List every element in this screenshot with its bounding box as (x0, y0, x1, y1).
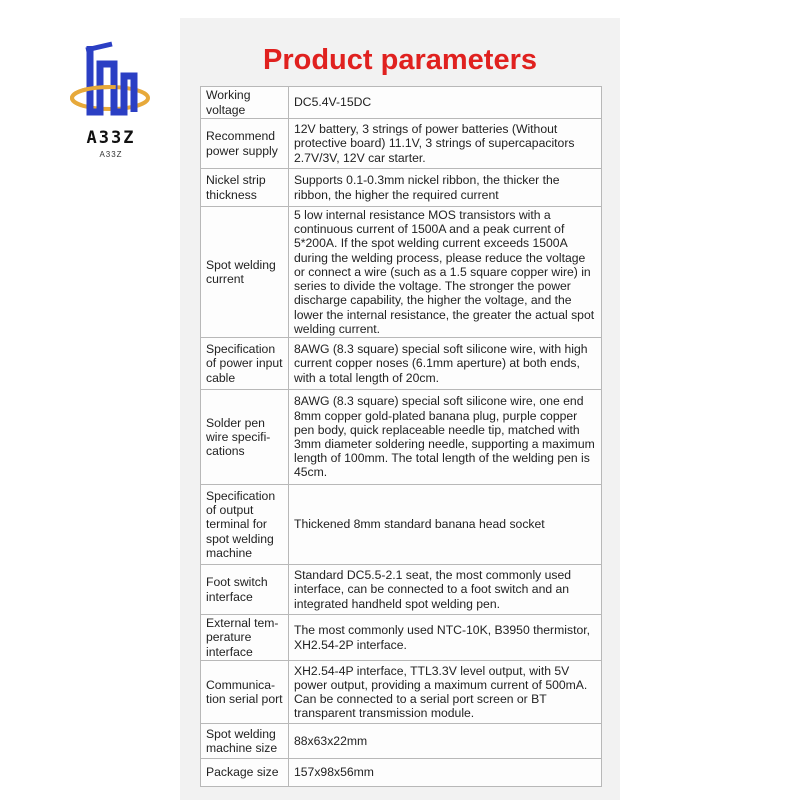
param-label: Communica-tion serial port (201, 661, 289, 724)
param-value: The most commonly used NTC-10K, B3950 thermistor, XH2.54-2P interface. (289, 615, 602, 661)
table-row (201, 724, 602, 759)
param-value: 8AWG (8.3 square) special soft silicone wire, one end 8mm copper gold-plated banana plug, purple copper pen body, quick replaceable needle tip, matched with 3mm diameter soldering needle, supporting a maximum length of 100mm. The total length of the welding pen is 45cm. (289, 390, 602, 485)
param-label: Spot welding current (201, 207, 289, 338)
table-row (201, 565, 602, 615)
param-value: 88x63x22mm (289, 724, 602, 759)
param-value: Supports 0.1-0.3mm nickel ribbon, the thicker the ribbon, the higher the required current (289, 169, 602, 207)
param-label: Solder pen wire specifi-cations (201, 390, 289, 485)
parameters-table (200, 86, 602, 787)
param-value: Thickened 8mm standard banana head socket (289, 485, 602, 565)
param-value: XH2.54-4P interface, TTL3.3V level output, with 5V power output, providing a maximum current of 500mA. Can be connected to a serial port screen or BT transparent transmission module. (289, 661, 602, 724)
brand-name: A33Z (86, 128, 136, 148)
table-row (201, 119, 602, 169)
param-value: 12V battery, 3 strings of power batteries (Without protective board) 11.1V, 3 strings of supercapacitors 2.7V/3V, 12V car starter. (289, 119, 602, 169)
param-label: Spot welding machine size (201, 724, 289, 759)
table-row (201, 759, 602, 787)
param-label: Foot switch interface (201, 565, 289, 615)
table-row (201, 661, 602, 724)
param-value: DC5.4V-15DC (289, 87, 602, 119)
brand-logo (68, 40, 154, 159)
table-row (201, 615, 602, 661)
building-logo-icon (68, 40, 154, 122)
param-value: 8AWG (8.3 square) special soft silicone wire, with high current copper noses (6.1mm aperture) at both ends, with a total length of 20cm. (289, 338, 602, 390)
table-row (201, 485, 602, 565)
param-value: 5 low internal resistance MOS transistors with a continuous current of 1500A and a peak current of 5*200A. If the spot welding current exceeds 1500A during the welding process, please reduce the voltage or connect a wire (such as a 1.5 square copper wire) in series to divide the voltage. The stronger the power discharge capability, the higher the voltage, and the lower the internal resistance, the greater the actual spot welding current. (289, 207, 602, 338)
param-label: Working voltage (201, 87, 289, 119)
table-row (201, 390, 602, 485)
param-label: Package size (201, 759, 289, 787)
table-row (201, 338, 602, 390)
table-row (201, 169, 602, 207)
brand-subtitle: A33Z (99, 150, 123, 159)
param-label: Specification of output terminal for spot welding machine (201, 485, 289, 565)
param-label: Recommend power supply (201, 119, 289, 169)
param-label: Nickel strip thickness (201, 169, 289, 207)
param-value: 157x98x56mm (289, 759, 602, 787)
param-label: External tem-perature interface (201, 615, 289, 661)
table-row (201, 207, 602, 338)
param-label: Specification of power input cable (201, 338, 289, 390)
page-title: Product parameters (263, 44, 537, 76)
table-row (201, 87, 602, 119)
param-value: Standard DC5.5-2.1 seat, the most commonly used interface, can be connected to a foot switch and an integrated handheld spot welding pen. (289, 565, 602, 615)
parameters-card (180, 18, 620, 800)
